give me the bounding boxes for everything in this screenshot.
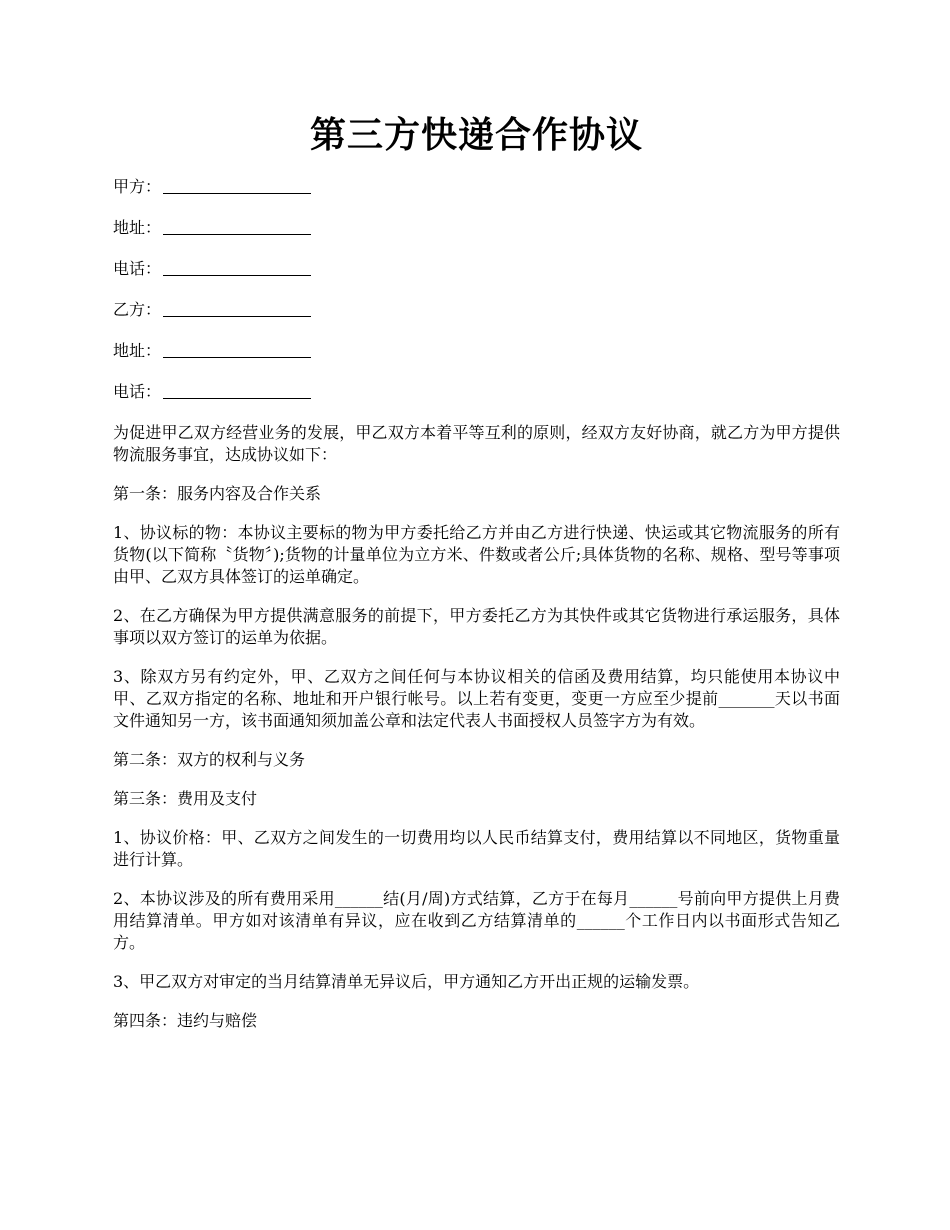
preamble-paragraph: 为促进甲乙双方经营业务的发展，甲乙双方本着平等互利的原则，经双方友好协商，就乙方为甲方提供物流服务事宜，达成协议如下： xyxy=(113,423,840,464)
party-b-address-blank xyxy=(163,341,311,358)
party-b-name-blank xyxy=(163,300,311,317)
article-1-heading: 第一条：服务内容及合作关系 xyxy=(113,484,322,503)
article-4-heading: 第四条：违约与赔偿 xyxy=(113,1011,258,1030)
party-b-phone-label: 电话： xyxy=(113,382,162,401)
article-1-clause-1: 1、协议标的物：本协议主要标的物为甲方委托给乙方并由乙方进行快递、快运或其它物流服务的所有货物(以下简称〝货物〞);货物的计量单位为立方米、件数或者公斤;具体货物的名称、规格、型号等事项由甲、乙双方具体签订的运单确定。 xyxy=(113,523,840,586)
party-b-name-line xyxy=(113,299,840,321)
article-1-clause-2: 2、在乙方确保为甲方提供满意服务的前提下，甲方委托乙方为其快件或其它货物进行承运服务，具体事项以双方签订的运单为依据。 xyxy=(113,606,840,647)
party-a-address-blank xyxy=(163,218,311,235)
party-a-address-label: 地址： xyxy=(113,218,162,237)
party-a-name-line xyxy=(113,176,840,198)
article-3-clause-3: 3、甲乙双方对审定的当月结算清单无异议后，甲方通知乙方开出正规的运输发票。 xyxy=(113,972,700,991)
article-3-clause-2: 2、本协议涉及的所有费用采用______结(月/周)方式结算，乙方于在每月______号前向甲方提供上月费用结算清单。甲方如对该清单有异议，应在收到乙方结算清单的______个工作日内以书面形式告知乙方。 xyxy=(113,889,840,952)
article-3-clause-1: 1、协议价格：甲、乙双方之间发生的一切费用均以人民币结算支付，费用结算以不同地区，货物重量进行计算。 xyxy=(113,828,840,869)
article-1-clause-3: 3、除双方另有约定外，甲、乙双方之间任何与本协议相关的信函及费用结算，均只能使用本协议中甲、乙双方指定的名称、地址和开户银行帐号。以上若有变更，变更一方应至少提前_______天以书面文件通知另一方，该书面通知须加盖公章和法定代表人书面授权人员签字方为有效。 xyxy=(113,667,840,730)
party-a-address-line xyxy=(113,217,840,239)
party-a-name-label: 甲方： xyxy=(113,177,162,196)
document-page xyxy=(113,108,840,1049)
article-3-heading: 第三条：费用及支付 xyxy=(113,789,258,808)
party-b-address-label: 地址： xyxy=(113,341,162,360)
party-a-name-blank xyxy=(163,177,311,194)
party-b-address-line xyxy=(113,340,840,362)
party-a-phone-line xyxy=(113,258,840,280)
party-a-phone-label: 电话： xyxy=(113,259,162,278)
party-b-name-label: 乙方： xyxy=(113,300,162,319)
party-a-phone-blank xyxy=(163,259,311,276)
article-2-heading: 第二条：双方的权利与义务 xyxy=(113,750,306,769)
document-title: 第三方快递合作协议 xyxy=(309,115,643,156)
party-b-phone-blank xyxy=(163,382,311,399)
party-b-phone-line xyxy=(113,381,840,403)
